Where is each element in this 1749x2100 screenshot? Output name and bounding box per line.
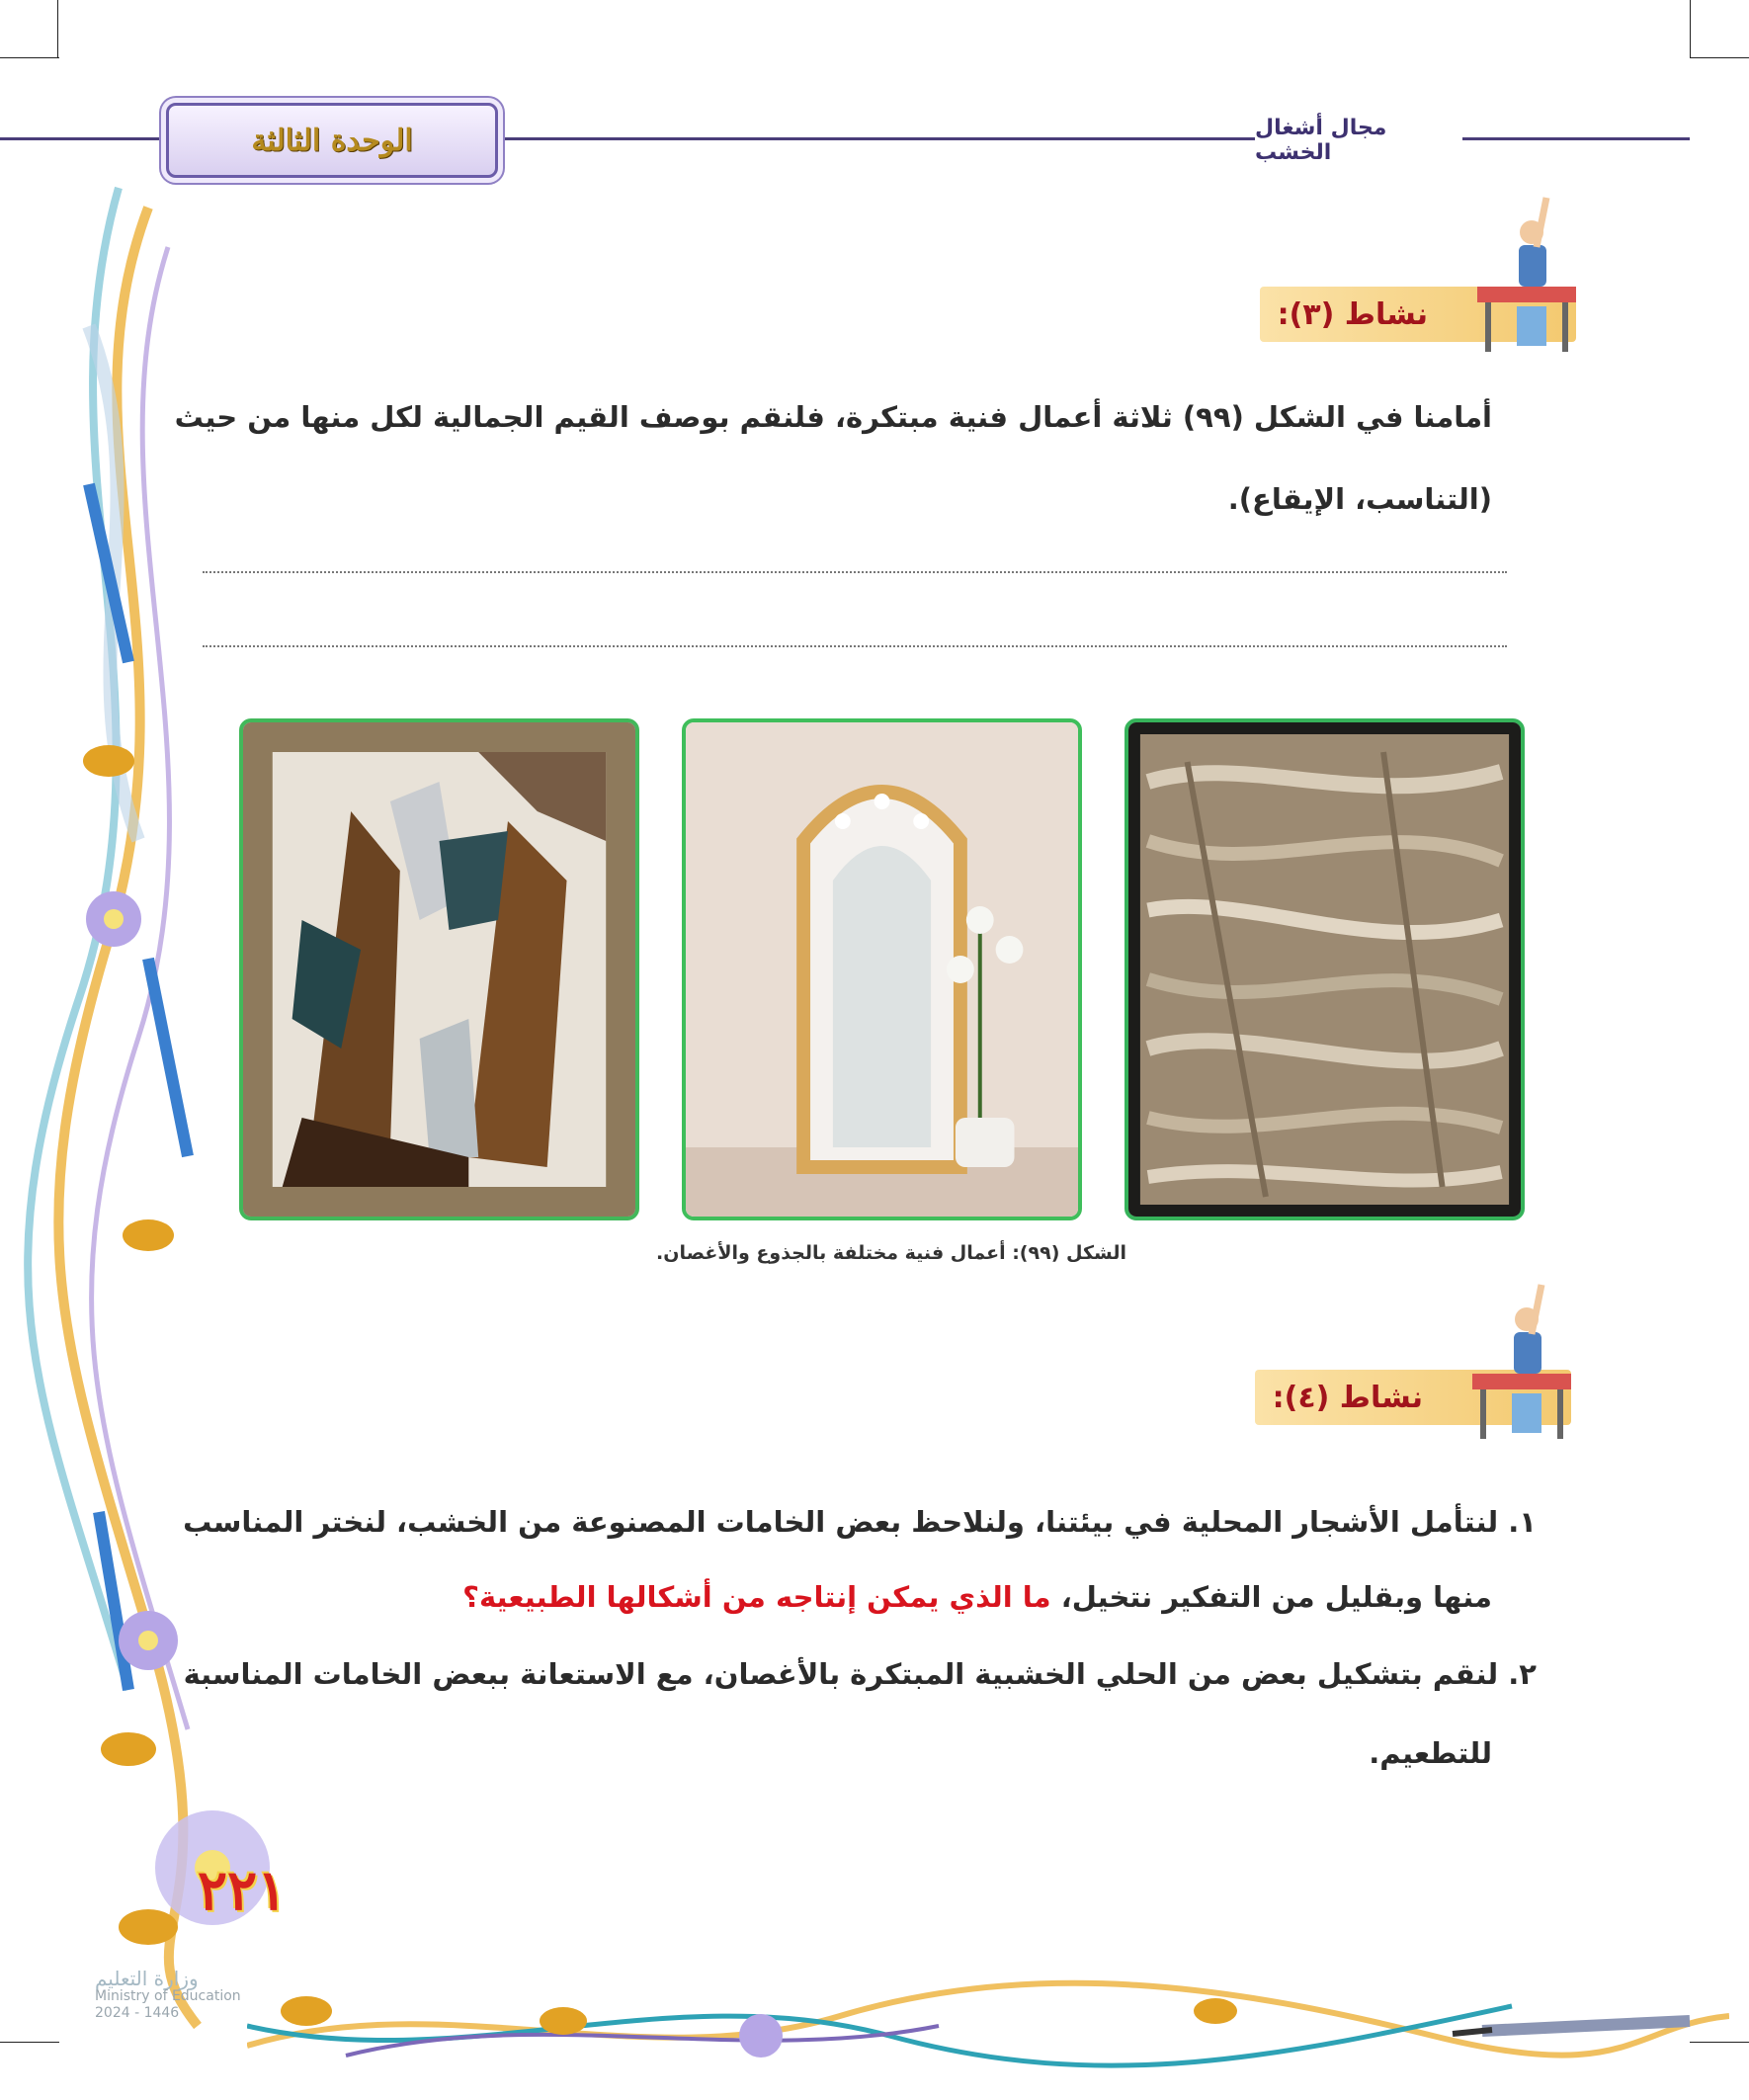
activity-4-item-1-line-2 <box>153 1563 1492 1631</box>
activity-3-title: نشاط (٣): <box>1277 296 1428 332</box>
answer-line <box>203 571 1507 573</box>
crop-mark <box>1690 0 1691 57</box>
crop-mark <box>57 0 58 57</box>
unit-label: الوحدة الثالثة <box>251 123 413 158</box>
ministry-name-en <box>95 1988 241 2022</box>
figure-image-driftwood-panel <box>1124 718 1525 1220</box>
figure-image-branch-mirror <box>682 718 1082 1220</box>
figure-caption: الشكل (٩٩): أعمال فنية مختلفة بالجذوع والأغصان. <box>656 1242 1126 1264</box>
student-raising-hand-icon <box>1472 1275 1571 1443</box>
decorative-footer-art <box>247 1967 1729 2075</box>
activity-3-line-2: (التناسب، الإيقاع). <box>1227 482 1492 516</box>
unit-badge <box>166 103 498 178</box>
ministry-name-en-text: Ministry of Education <box>95 1988 241 2004</box>
activity-4-item-2-line-2: للتطعيم. <box>1369 1736 1492 1770</box>
activity-4-item-1-line-1: ١. لنتأمل الأشجار المحلية في بيئتنا، ولنلاحظ بعض الخامات المصنوعة من الخشب، لنختر المناسب <box>183 1505 1537 1539</box>
ministry-year: 2024 - 1446 <box>95 2005 180 2021</box>
crop-mark <box>0 57 59 58</box>
ministry-name-ar: وزارة التعليم <box>95 1967 199 1990</box>
field-title: مجال أشغال الخشب <box>1255 121 1462 160</box>
activity-4-item-2-line-1: ٢. لنقم بتشكيل بعض من الحلي الخشبية المبتكرة بالأغصان، مع الاستعانة ببعض الخامات المناسبة <box>183 1657 1537 1691</box>
student-raising-hand-icon <box>1477 188 1576 356</box>
figure-image-bark-collage <box>239 718 639 1220</box>
answer-line <box>203 645 1507 647</box>
activity-3-line-1: أمامنا في الشكل (٩٩) ثلاثة أعمال فنية مبتكرة، فلنقم بوصف القيم الجمالية لكل منها من حيث <box>174 400 1492 434</box>
activity-4-question: ما الذي يمكن إنتاجه من أشكالها الطبيعية؟ <box>462 1580 1051 1614</box>
page-number: ٢٢١ <box>198 1858 288 1923</box>
activity-4-item-1-prefix: منها وبقليل من التفكير نتخيل، <box>1060 1580 1492 1614</box>
crop-mark <box>1690 57 1749 58</box>
activity-4-title: نشاط (٤): <box>1272 1380 1423 1415</box>
